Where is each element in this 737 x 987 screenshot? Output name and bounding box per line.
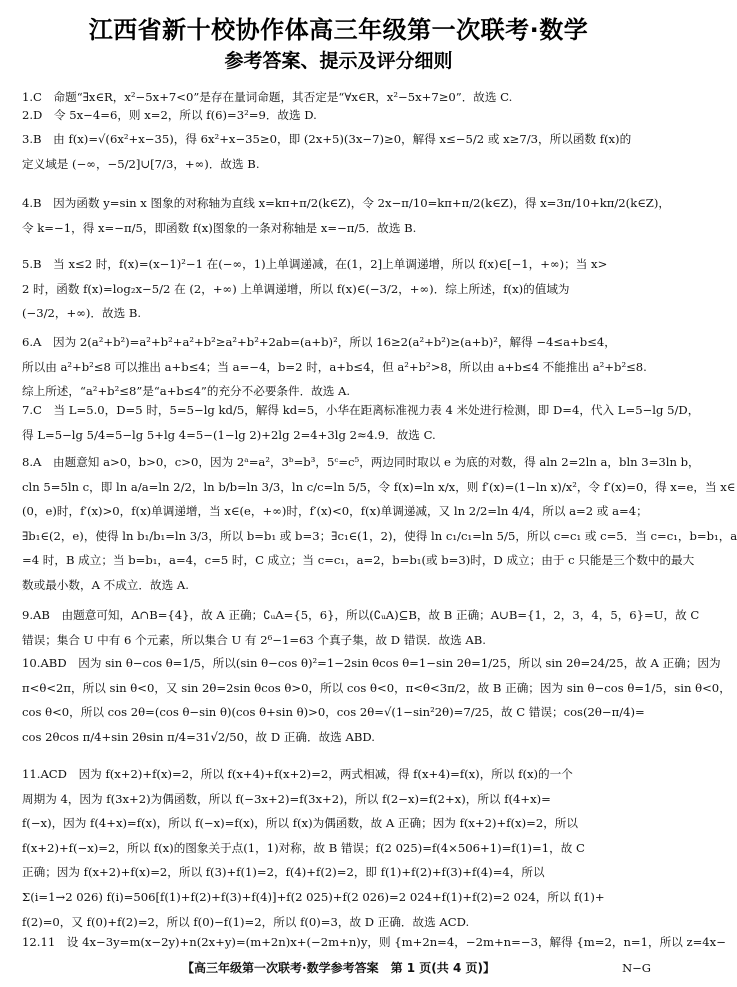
answer-12	[22, 930, 726, 955]
answer-line: 1.C 命题“∃x∈R，x²−5x+7<0”是存在量词命题，其否定是“∀x∈R，x²−5x+7≥0”．故选 C.	[22, 90, 513, 104]
answer-line: cos θ<0，所以 cos 2θ=(cos θ−sin θ)(cos θ+sin θ)>0，cos 2θ=√(1−sin²2θ)=7/25，故 C 错误；cos(2θ−π/4)=	[22, 705, 645, 720]
answer-line: (−3/2，+∞)．故选 B.	[22, 306, 142, 321]
answer-line: π<θ<2π，所以 sin θ<0，又 sin 2θ=2sin θcos θ>0，所以 cos θ<0，π<θ<3π/2，故 B 正确；因为 sin θ−cos θ=1/5，sin θ<0，	[22, 680, 731, 695]
answer-3	[22, 127, 656, 176]
answer-line: 综上所述，“a²+b²≤8”是“a+b≤4”的充分不必要条件．故选 A.	[22, 384, 351, 399]
answer-10	[22, 651, 731, 749]
answer-6	[22, 330, 656, 404]
page-footer: 【高三年级第一次联考·数学参考答案 第 1 页(共 4 页)】	[182, 961, 495, 975]
answer-line: f(2)=0，又 f(0)+f(2)=2，所以 f(0)−f(1)=2，所以 f(0)=3，故 D 正确．故选 ACD.	[22, 914, 470, 929]
answer-line: cln 5=5ln c，即 ln a/a=ln 2/2，ln b/b=ln 3/3，ln c/c=ln 5/5，令 f(x)=ln x/x，则 f′(x)=(1−ln x)/x²，令 f′(x)=0，得 x=e，当 x∈	[22, 479, 736, 494]
answer-line: 2.D 令 5x−4=6，则 x=2，所以 f(6)=3²=9．故选 D.	[22, 108, 317, 122]
paper-code: N−G	[622, 961, 651, 975]
answer-line: 7.C 当 L=5.0，D=5 时，5=5−lg kd/5，解得 kd=5，小华在距离标准视力表 4 米处进行检测，即 D=4，代入 L=5−lg 5/D，	[22, 403, 700, 417]
answer-line: =4 时，B 成立；当 b=b₁，a=4，c=5 时，C 成立；当 c=c₁，a=2，b=b₁(或 b=3)时，D 成立；由于 c 只能是三个数中的最大	[22, 553, 695, 568]
answer-line: 4.B 因为函数 y=sin x 图象的对称轴为直线 x=kπ+π/2(k∈Z)，令 2x−π/10=kπ+π/2(k∈Z)，得 x=3π/10+kπ/2(k∈Z)，	[22, 196, 670, 210]
answer-line: 2 时，函数 f(x)=log₂x−5/2 在 (2，+∞) 上单调递增，所以 f(x)∈(−3/2，+∞)．综上所述，f(x)的值域为	[22, 281, 570, 296]
answer-line: f(x+2)+f(−x)=2，所以 f(x)的图象关于点(1，1)对称，故 B 错误；f(2 025)=f(4×506+1)=f(1)=1，故 C	[22, 840, 585, 855]
answer-line: 数或最小数，A 不成立．故选 A.	[22, 577, 189, 592]
answer-11	[22, 762, 656, 934]
answer-line: 周期为 4，因为 f(3x+2)为偶函数，所以 f(−3x+2)=f(3x+2)，所以 f(2−x)=f(2+x)，所以 f(4+x)=	[22, 791, 551, 806]
answer-line: cos 2θcos π/4+sin 2θsin π/4=31√2/50，故 D 正确．故选 ABD.	[22, 729, 375, 744]
answer-line: 9.AB 由题意可知，A∩B={4}，故 A 正确；∁ᵤA={5，6}，所以(∁ᵤA)⊆B，故 B 正确；A∪B={1，2，3，4，5，6}=U，故 C	[22, 608, 700, 622]
answer-line: 6.A 因为 2(a²+b²)=a²+b²+a²+b²≥a²+b²+2ab=(a+b)²，所以 16≥2(a²+b²)≥(a+b)²，解得 −4≤a+b≤4，	[22, 335, 616, 349]
answer-line: 定义域是 (−∞，−5/2]∪[7/3，+∞)．故选 B.	[22, 156, 260, 171]
answer-line: 11.ACD 因为 f(x+2)+f(x)=2，所以 f(x+4)+f(x+2)=2，两式相减，得 f(x+4)=f(x)，所以 f(x)的一个	[22, 767, 573, 781]
answer-2	[22, 103, 656, 128]
answer-line: ∃b₁∈(2，e)，使得 ln b₁/b₁=ln 3/3，所以 b=b₁ 或 b=3；∃c₁∈(1，2)，使得 ln c₁/c₁=ln 5/5，所以 c=c₁ 或 c=5．当 c=c₁，b=b₁，a	[22, 528, 737, 543]
answer-line: 正确；因为 f(x+2)+f(x)=2，所以 f(3)+f(1)=2，f(4)+f(2)=2，即 f(1)+f(2)+f(3)+f(4)=4，所以	[22, 865, 545, 880]
answer-line: 得 L=5−lg 5/4=5−lg 5+lg 4=5−(1−lg 2)+2lg 2=4+3lg 2≈4.9．故选 C.	[22, 427, 436, 442]
answer-line: (0，e)时，f′(x)>0，f(x)单调递增，当 x∈(e，+∞)时，f′(x)<0，f(x)单调递减，又 ln 2/2=ln 4/4，所以 a=2 或 a=4；	[22, 504, 648, 519]
answer-line: 错误；集合 U 中有 6 个元素，所以集合 U 有 2⁶−1=63 个真子集，故 D 错误．故选 AB.	[22, 632, 486, 647]
answer-line: 8.A 由题意知 a>0，b>0，c>0，因为 2ᵃ=a²，3ᵇ=b³，5ᶜ=c⁵，两边同时取以 e 为底的对数，得 aln 2=2ln a，bln 3=3ln b，	[22, 455, 700, 469]
document-title: 江西省新十校协作体高三年级第一次联考·数学	[88, 16, 589, 44]
answer-line: 12.11 设 4x−3y=m(x−2y)+n(2x+y)=(m+2n)x+(−2m+n)y，则 {m+2n=4，−2m+n=−3，解得 {m=2，n=1，所以 z=4x−	[22, 935, 726, 949]
answer-line: 10.ABD 因为 sin θ−cos θ=1/5，所以(sin θ−cos θ)²=1−2sin θcos θ=1−sin 2θ=1/25，所以 sin 2θ=24/25，故 A 正确；因为	[22, 656, 721, 670]
answer-line: 3.B 由 f(x)=√(6x²+x−35)，得 6x²+x−35≥0，即 (2x+5)(3x−7)≥0，解得 x≤−5/2 或 x≥7/3，所以函数 f(x)的	[22, 132, 632, 146]
answer-7	[22, 398, 700, 447]
answer-line: 所以由 a²+b²≤8 可以推出 a+b≤4；当 a=−4，b=2 时，a+b≤4，但 a²+b²>8，所以由 a+b≤4 不能推出 a²+b²≤8.	[22, 359, 647, 374]
answer-line: Σ(i=1→2 026) f(i)=506[f(1)+f(2)+f(3)+f(4)]+f(2 025)+f(2 026)=2 024+f(1)+f(2)=2 024，所以 f(1)+	[22, 889, 605, 904]
answer-line: 令 k=−1，得 x=−π/5，即函数 f(x)图象的一条对称轴是 x=−π/5．故选 B.	[22, 220, 417, 235]
answer-line: f(−x)，因为 f(4+x)=f(x)，所以 f(−x)=f(x)，所以 f(x)为偶函数，故 A 正确；因为 f(x+2)+f(x)=2，所以	[22, 816, 578, 831]
answer-9	[22, 603, 700, 652]
answer-8	[22, 450, 737, 598]
answer-4	[22, 191, 670, 240]
document-subtitle: 参考答案、提示及评分细则	[224, 50, 453, 72]
answer-5	[22, 252, 656, 326]
answer-line: 5.B 当 x≤2 时，f(x)=(x−1)²−1 在(−∞，1)上单调递减，在(1，2]上单调递增，所以 f(x)∈[−1，+∞)；当 x>	[22, 257, 608, 271]
